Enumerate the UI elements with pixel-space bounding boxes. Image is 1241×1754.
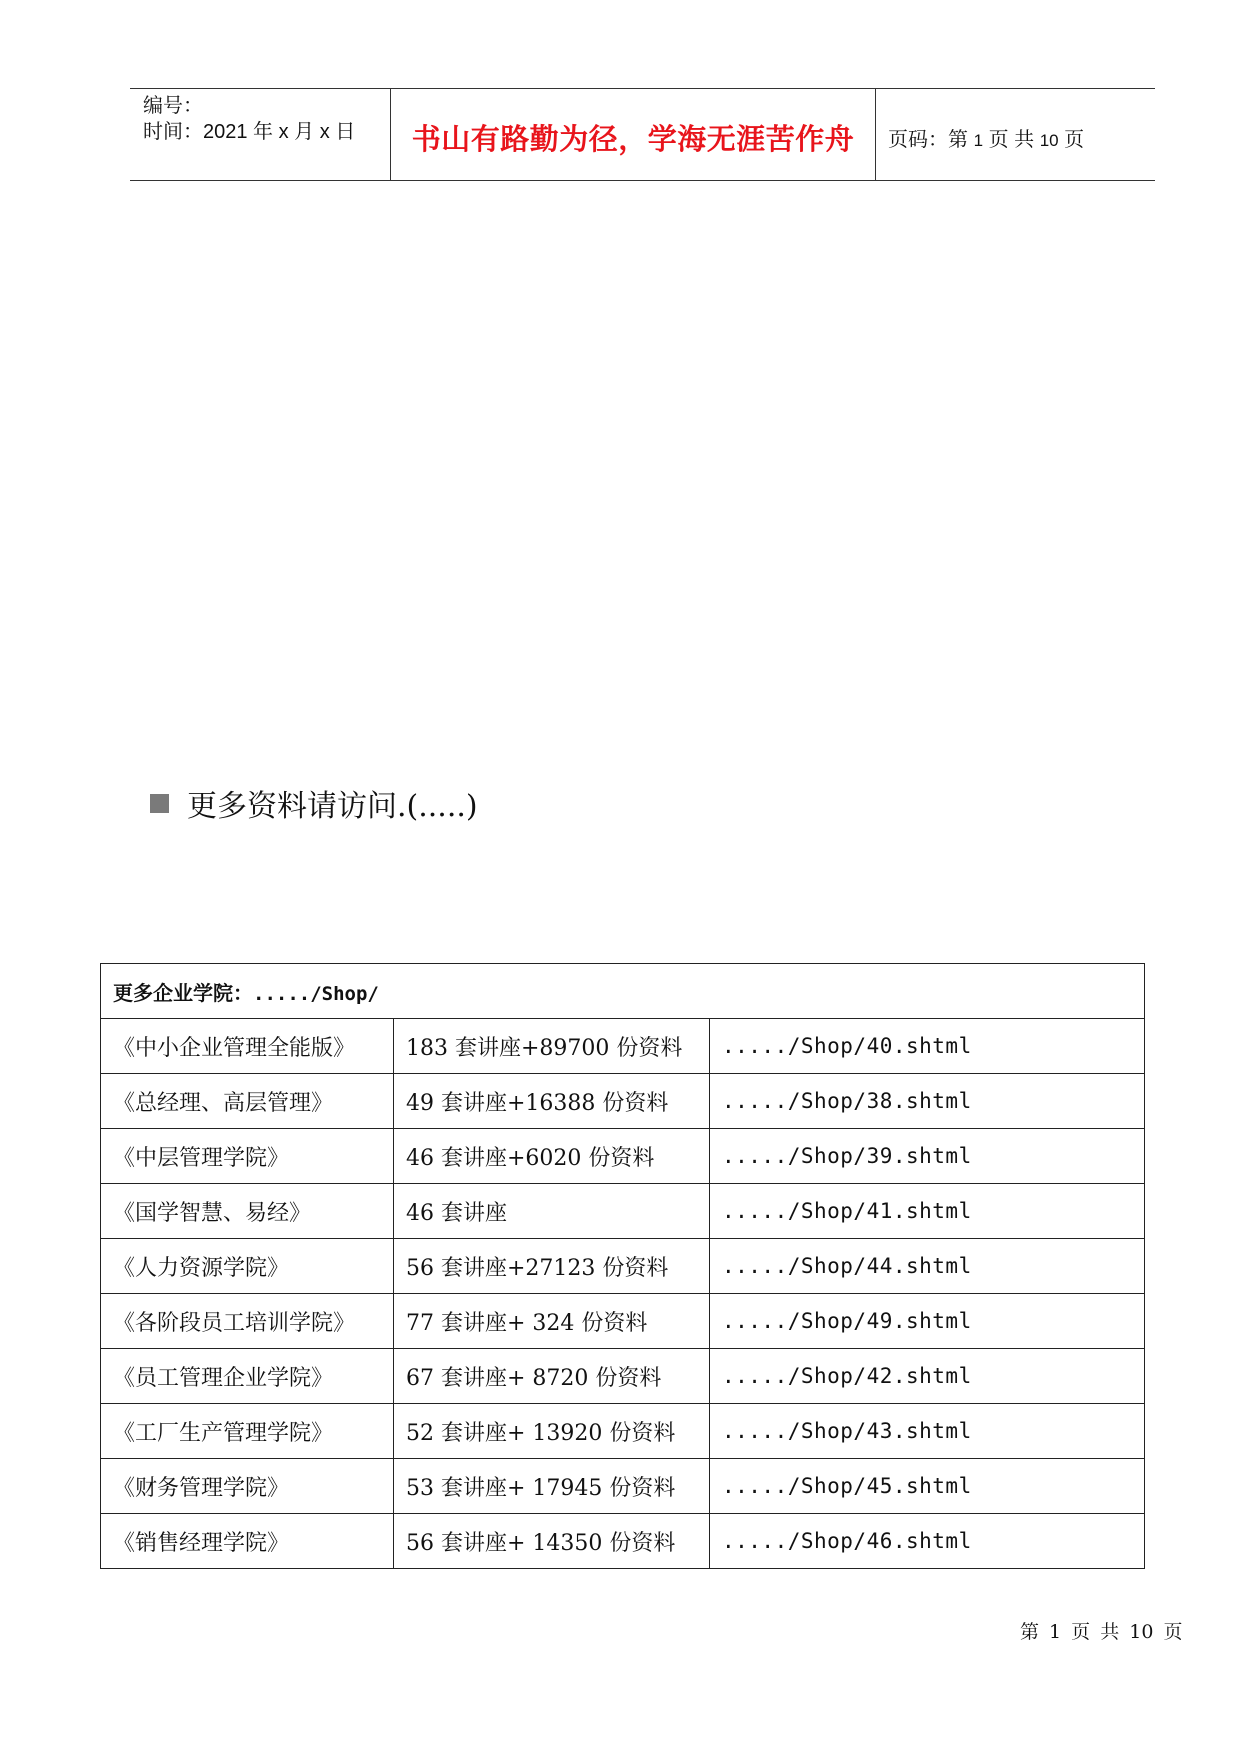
course-content-cell: 67 套讲座+ 8720 份资料 [394, 1349, 710, 1404]
course-content-cell: 46 套讲座 [394, 1184, 710, 1239]
course-name-cell: 《员工管理企业学院》 [101, 1349, 394, 1404]
more-resources-line [150, 783, 478, 823]
course-content-cell: 77 套讲座+ 324 份资料 [394, 1294, 710, 1349]
course-name-cell: 《工厂生产管理学院》 [101, 1404, 394, 1459]
course-name-cell: 《中层管理学院》 [101, 1129, 394, 1184]
course-name-cell: 《总经理、高层管理》 [101, 1074, 394, 1129]
page-mid: 页 共 [983, 129, 1040, 151]
course-url-link[interactable]: ...../Shop/44.shtml [710, 1239, 1145, 1294]
table-header-cell [101, 964, 1145, 1019]
date-label: 时间：2021 年 x 月 x 日 [143, 121, 356, 143]
table-row [101, 1129, 1145, 1184]
header-motto: 书山有路勤为径，学海无涯苦作舟 [411, 122, 855, 156]
header-motto-cell [391, 89, 876, 180]
course-url-link[interactable]: ...../Shop/46.shtml [710, 1514, 1145, 1569]
table-row [101, 1239, 1145, 1294]
header-page-number [888, 123, 1084, 152]
table-header-row [101, 964, 1145, 1019]
table-row [101, 1074, 1145, 1129]
course-url-link[interactable]: ...../Shop/38.shtml [710, 1074, 1145, 1129]
page-header [130, 88, 1155, 181]
course-url-link[interactable]: ...../Shop/39.shtml [710, 1129, 1145, 1184]
course-content-cell: 53 套讲座+ 17945 份资料 [394, 1459, 710, 1514]
table-header-url[interactable]: ...../Shop/ [253, 982, 379, 1005]
more-resources-text: 更多资料请访问.(.....) [187, 789, 478, 824]
course-url-link[interactable]: ...../Shop/42.shtml [710, 1349, 1145, 1404]
header-meta [130, 89, 391, 180]
course-content-cell: 52 套讲座+ 13920 份资料 [394, 1404, 710, 1459]
course-url-link[interactable]: ...../Shop/45.shtml [710, 1459, 1145, 1514]
course-url-link[interactable]: ...../Shop/41.shtml [710, 1184, 1145, 1239]
page-total: 10 [1039, 131, 1059, 150]
page-prefix: 页码：第 [888, 129, 974, 151]
course-name-cell: 《人力资源学院》 [101, 1239, 394, 1294]
course-name-cell: 《国学智慧、易经》 [101, 1184, 394, 1239]
course-content-cell: 183 套讲座+89700 份资料 [394, 1019, 710, 1074]
course-content-cell: 46 套讲座+6020 份资料 [394, 1129, 710, 1184]
table-row [101, 1349, 1145, 1404]
shop-table [100, 963, 1145, 1569]
table-row [101, 1459, 1145, 1514]
page-suffix: 页 [1058, 129, 1085, 151]
course-content-cell: 56 套讲座+27123 份资料 [394, 1239, 710, 1294]
course-url-link[interactable]: ...../Shop/40.shtml [710, 1019, 1145, 1074]
course-content-cell: 56 套讲座+ 14350 份资料 [394, 1514, 710, 1569]
course-name-cell: 《财务管理学院》 [101, 1459, 394, 1514]
course-url-link[interactable]: ...../Shop/49.shtml [710, 1294, 1145, 1349]
table-row [101, 1019, 1145, 1074]
page-footer: 第 1 页 共 10 页 [1020, 1621, 1183, 1643]
page-current: 1 [973, 131, 984, 150]
course-content-cell: 49 套讲座+16388 份资料 [394, 1074, 710, 1129]
course-name-cell: 《中小企业管理全能版》 [101, 1019, 394, 1074]
serial-number-label: 编号： [143, 95, 203, 117]
course-name-cell: 《销售经理学院》 [101, 1514, 394, 1569]
course-name-cell: 《各阶段员工培训学院》 [101, 1294, 394, 1349]
table-row [101, 1404, 1145, 1459]
square-bullet-icon [150, 794, 169, 813]
table-row [101, 1514, 1145, 1569]
table-header-label: 更多企业学院： [113, 980, 253, 1005]
course-url-link[interactable]: ...../Shop/43.shtml [710, 1404, 1145, 1459]
table-row [101, 1184, 1145, 1239]
table-row [101, 1294, 1145, 1349]
header-page-cell [876, 89, 1155, 180]
